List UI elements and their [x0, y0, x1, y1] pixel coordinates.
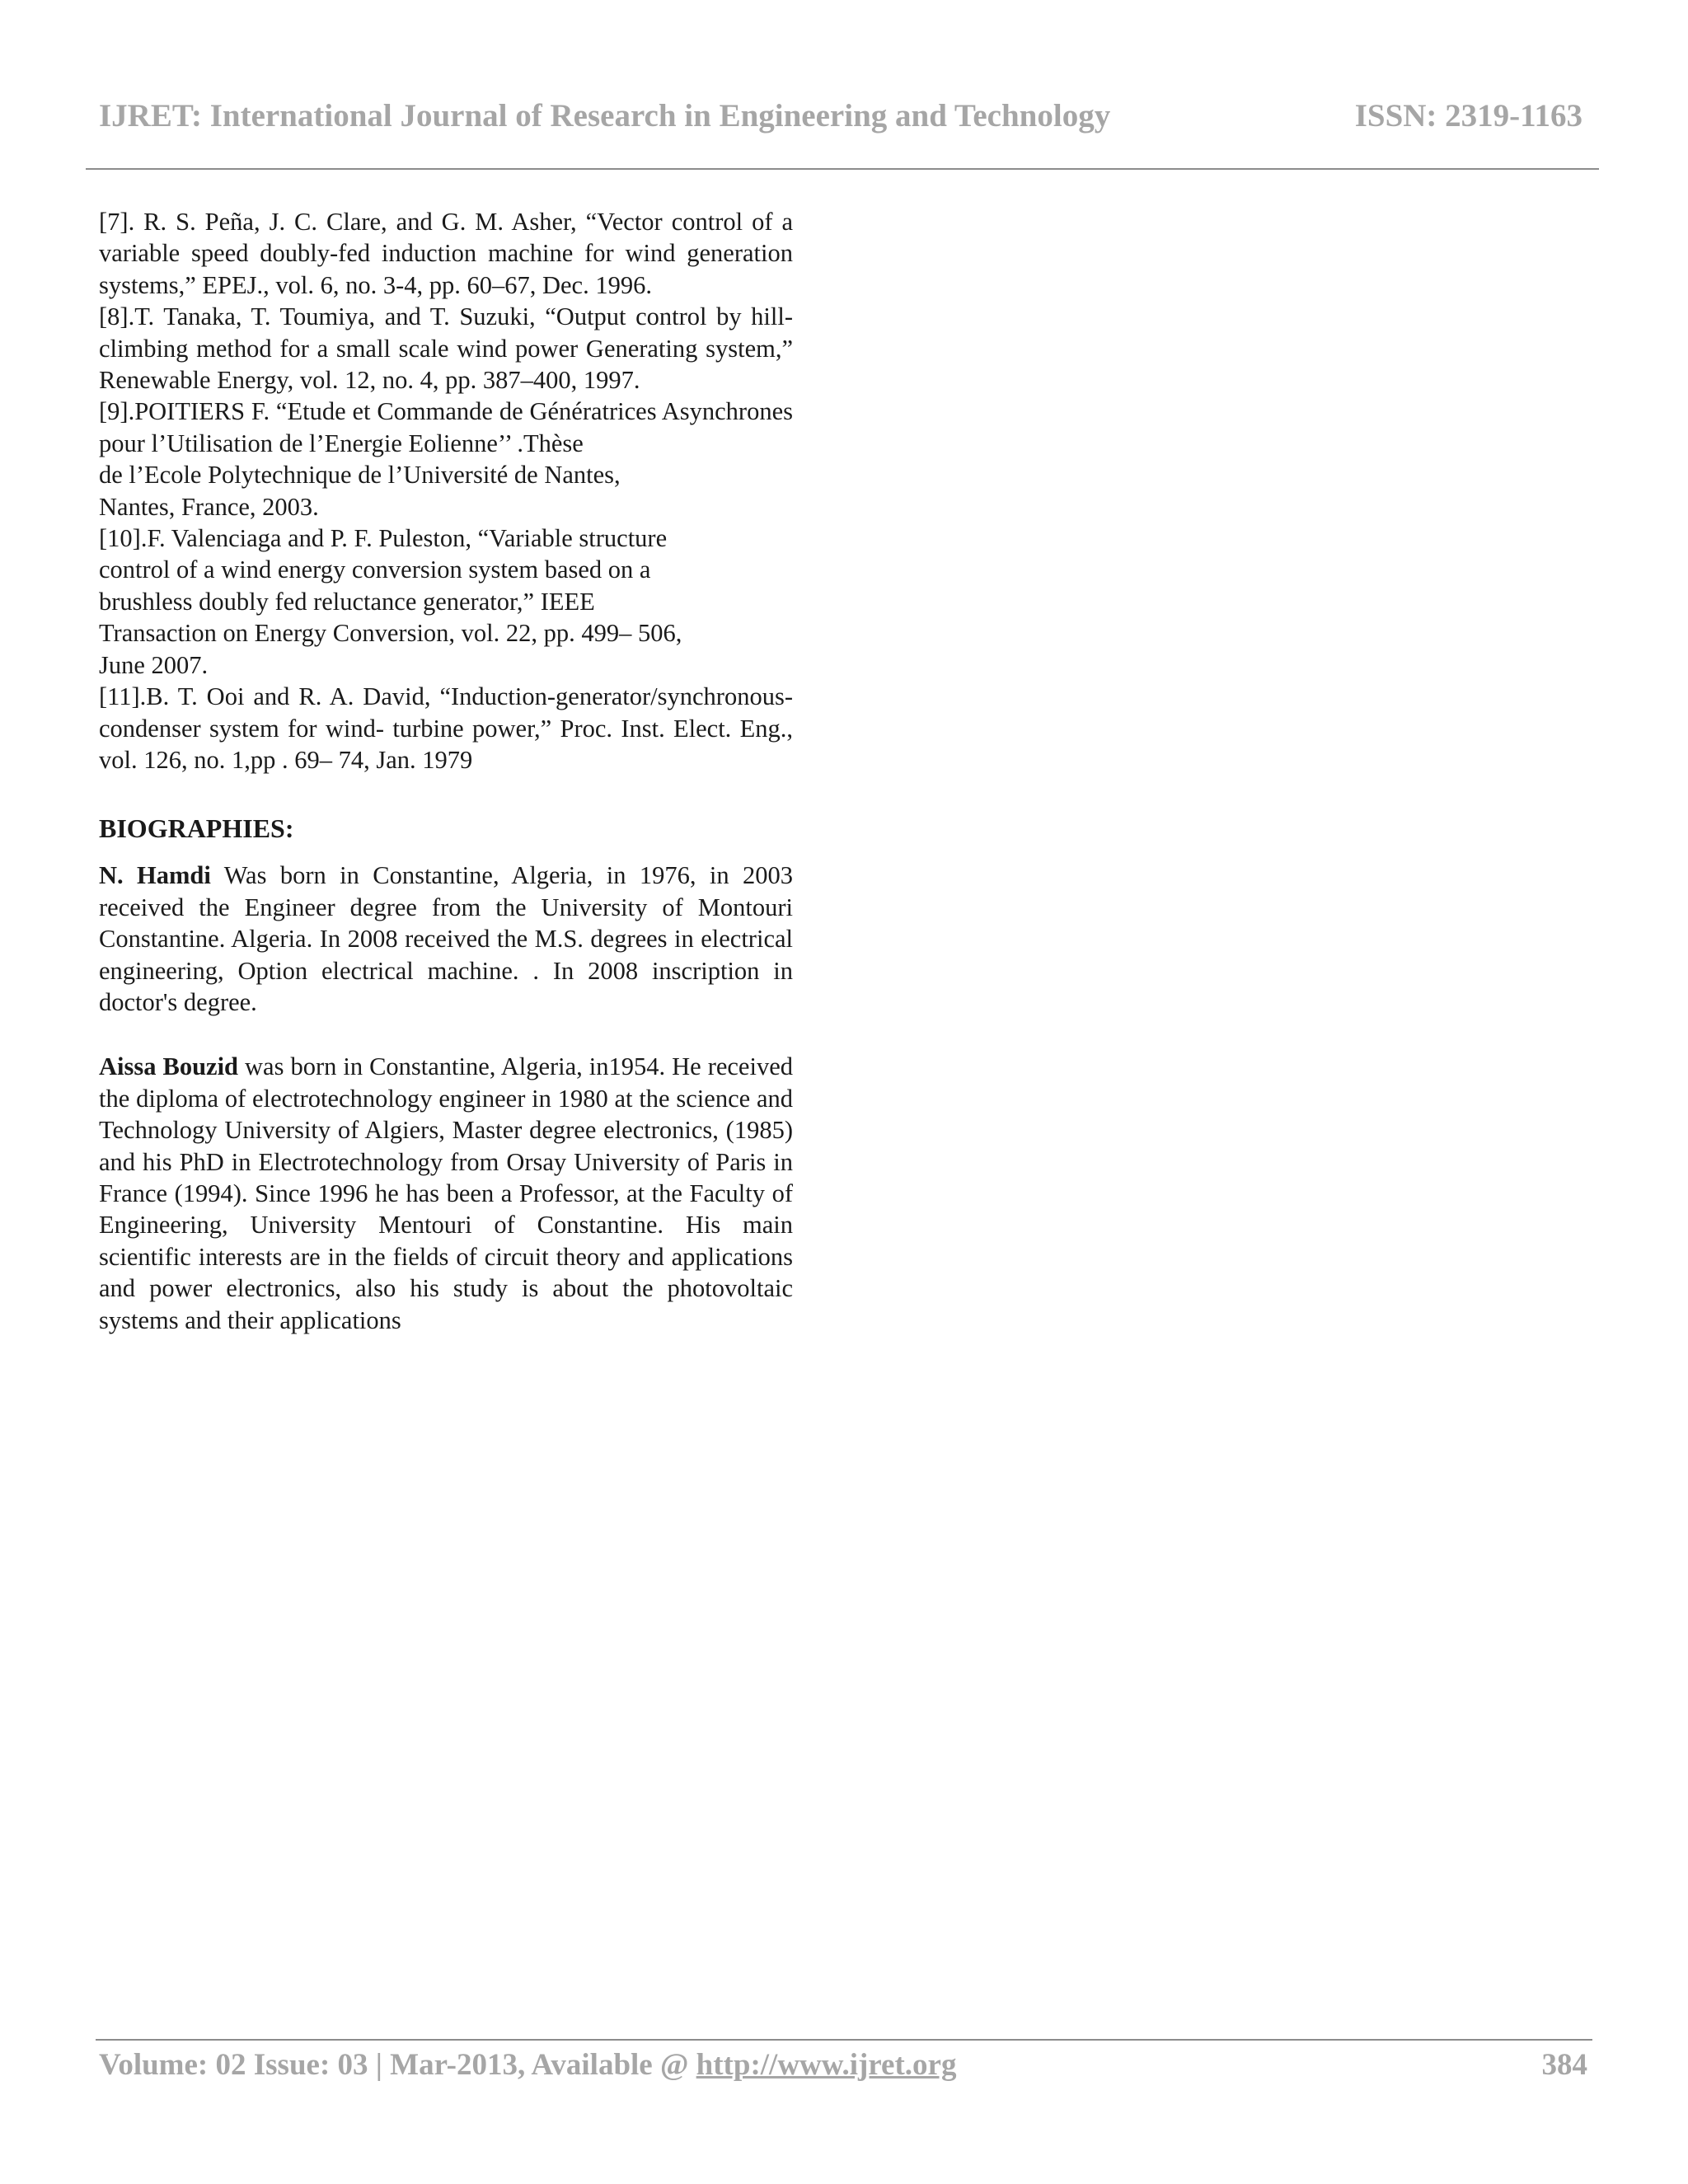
- reference-9-line-1: [9].POITIERS F. “Etude et Commande de Génératrices Asynchrones pour l’Utilisation de l’Energie Eolienne’’ .Thèse: [99, 397, 793, 457]
- page-number: 384: [1541, 2048, 1587, 2082]
- biography-hamdi: [99, 860, 793, 1018]
- footer-citation: [99, 2047, 956, 2083]
- biography-name: Aissa Bouzid: [99, 1052, 239, 1081]
- reference-11: [11].B. T. Ooi and R. A. David, “Induction-generator/synchronous-condenser system for wind- turbine power,” Proc. Inst. Elect. Eng., vol. 126, no. 1,pp . 69– 74, Jan. 1979: [99, 682, 793, 774]
- header-divider: [86, 168, 1599, 170]
- reference-7: [7]. R. S. Peña, J. C. Clare, and G. M. Asher, “Vector control of a variable speed doubly-fed induction machine for wind generation systems,” EPEJ., vol. 6, no. 3-4, pp. 60–67, Dec. 1996.: [99, 208, 793, 299]
- reference-10-line-4: Transaction on Energy Conversion, vol. 22, pp. 499– 506,: [99, 619, 682, 648]
- issn-label: ISSN: 2319-1163: [1354, 98, 1582, 134]
- journal-title: IJRET: International Journal of Research in Engineering and Technology: [99, 98, 1111, 134]
- reference-9-line-3: Nantes, France, 2003.: [99, 492, 319, 521]
- reference-10-line-2: control of a wind energy conversion system based on a: [99, 555, 651, 584]
- footer-divider: [96, 2039, 1592, 2041]
- biography-name: N. Hamdi: [99, 861, 211, 890]
- biography-text: was born in Constantine, Algeria, in1954. He received the diploma of electrotechnology engineer in 1980 at the science and Technology University of Algiers, Master degree electronics, (1985) and his PhD in Electrotechnology from Orsay University of Paris in France (1994). Since 1996 he has been a Professor, at the Faculty of Engineering, University Mentouri of Constantine. His main scientific interests are in the fields of circuit theory and applications and power electronics, also his study is about the photovoltaic systems and their applications: [99, 1052, 793, 1334]
- reference-10: [99, 523, 793, 681]
- reference-10-line-5: June 2007.: [99, 650, 209, 679]
- biography-bouzid: [99, 1051, 793, 1336]
- reference-9-line-2: de l’Ecole Polytechnique de l’Université de Nantes,: [99, 461, 621, 490]
- footer-volume-text: Volume: 02 Issue: 03 | Mar-2013, Available @: [99, 2048, 696, 2082]
- page-footer: [99, 2047, 1587, 2088]
- reference-10-line-3: brushless doubly fed reluctance generator,” IEEE: [99, 587, 595, 616]
- reference-9: [99, 396, 793, 523]
- page-header: [99, 97, 1582, 147]
- journal-website-link[interactable]: http://www.ijret.org: [696, 2048, 957, 2082]
- left-column: [99, 206, 793, 1369]
- reference-8: [8].T. Tanaka, T. Toumiya, and T. Suzuki, “Output control by hill-climbing method for a small scale wind power Generating system,” Renewable Energy, vol. 12, no. 4, pp. 387–400, 1997.: [99, 302, 793, 395]
- biographies-heading: BIOGRAPHIES:: [99, 813, 294, 844]
- biography-text: Was born in Constantine, Algeria, in 1976, in 2003 received the Engineer degree from the University of Montouri Constantine. Algeria. In 2008 received the M.S. degrees in electrical engineering, Option electrical machine. . In 2008 inscription in doctor's degree.: [99, 861, 793, 1016]
- reference-10-line-1: [10].F. Valenciaga and P. F. Puleston, “Variable structure: [99, 524, 668, 553]
